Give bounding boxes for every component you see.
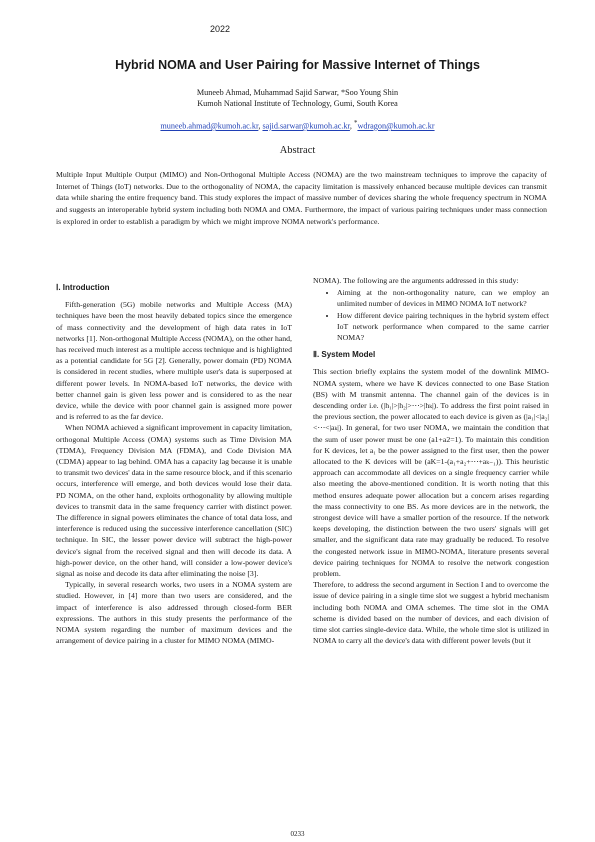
page-number: 0233 bbox=[290, 830, 305, 838]
author-list: Muneeb Ahmad, Muhammad Sajid Sarwar, *Soo Young Shin bbox=[196, 88, 399, 97]
right-column bbox=[313, 275, 549, 647]
email-link-2[interactable]: sajid.sarwar@kumoh.ac.kr bbox=[262, 121, 350, 131]
argument-item-2: • How different device pairing techniques in the hybrid system effect IoT network performance when compared to the same carrier NOMA? bbox=[337, 310, 549, 344]
email-link-1[interactable]: muneeb.ahmad@kumoh.ac.kr bbox=[160, 121, 259, 131]
left-column bbox=[56, 282, 292, 647]
argument-list bbox=[313, 287, 549, 343]
header-year: 2022 bbox=[210, 24, 231, 34]
section-heading-system-model: Ⅱ. System Model bbox=[313, 350, 376, 360]
intro-paragraph-1: Fifth-generation (5G) mobile networks and Multiple Access (MA) techniques have been the most heavily debated topics since the emergence of mass connectivity and the development of high data rates in IoT networks [1]. Non-orthogonal Multiple Access (NOMA), on the other hand, has received much interest as a multiple access technique and is highlighted as a potential candidate for 5G [2]. Generally, power domain (PD) NOMA is considered in recent studies, where multiple user's data is superposed at different power levels. In NOMA-based IoT networks, the device with better channel gain is given less power and is considered to as the near device, while the device with poor channel gain is assigned more power and is referred to as the far device. bbox=[56, 300, 292, 422]
system-paragraph-1: This section briefly explains the system model of the downlink MIMO-NOMA system, where we have K devices connected to one Base Station (BS) with M transmit antenna. The channel gain of the devices is in descending order i.e. (|h₁|>|h₂|>⋯>|hₖ|). To address the first point raised in the previous section, the power allocated to each device is given as (|a₁|<|a₂|<⋯<|aₖ|). In general, for two user NOMA, we maintain the condition that the sum of user power must be one (a1+a2=1). To maintain this condition for K devices, let a₁ be the power assigned to the first user, then the power allocated to the K devices will be (aK=1-(a₁+a₂+⋯+aₖ₋₁)). This heuristic approach can accommodate all devices on a single frequency carrier while also meeting the above-mentioned condition. It is worth noting that this method ensures adequate power allocation but a concern arises regarding the mass connectivity to one BS. As more devices are in the network, the strongest device will have a smaller portion of the resource. If the network keeps developing, the distinction between the two users' signals will get smaller, and the significant data rate may gradually be reduced. To resolve the congested network issue in MIMO-NOMA, literature presents several device pairing techniques for NOMA to resolve the network congestion problem. bbox=[313, 367, 549, 579]
system-paragraph-2: Therefore, to address the second argument in Section I and to overcome the issue of device pairing in a single time slot we suggest a hybrid mechanism including both NOMA and OMA schemes. The time slot in the OMA scheme is divided based on the number of devices, and each division of time slot carries single-device data. While, the whole time slot is utilized in NOMA to carry all the device's data with different power levels (but it bbox=[313, 580, 549, 646]
intro-continuation: NOMA). The following are the arguments addressed in this study: bbox=[313, 276, 519, 285]
email-list: muneeb.ahmad@kumoh.ac.kr, sajid.sarwar@kumoh.ac.kr, *wdragon@kumoh.ac.kr bbox=[160, 120, 435, 131]
affiliation: Kumoh National Institute of Technology, Gumi, South Korea bbox=[197, 99, 398, 108]
abstract-heading: Abstract bbox=[279, 145, 316, 156]
abstract-text: Multiple Input Multiple Output (MIMO) and Non-Orthogonal Multiple Access (NOMA) are the two mainstream techniques to improve the capacity of Internet of Things (IoT) networks. Due to the orthogonality of NOMA, the capacity limitation is massively enhanced because multiple devices can transmit data while sharing the entire frequency band. This study explores the impact of massive number of devices sharing the whole frequency spectrum in NOMA and suggests an interoperable hybrid system including both NOMA and OMA. Furthermore, the impact of various pairing techniques under mass connection is explored in order to establish a paradigm by which we might improve NOMA network's performance. bbox=[56, 170, 547, 226]
argument-item-1: • Aiming at the non-orthogonality nature, can we employ an unlimited number of devices in MIMO NOMA IoT network? bbox=[337, 287, 549, 309]
email-link-3[interactable]: wdragon@kumoh.ac.kr bbox=[357, 121, 435, 131]
intro-paragraph-3: Typically, in several research works, two users in a NOMA system are studied. However, in [4] more than two users are considered, and the impact of interference is also addressed through closed-form BER expressions. The authors in this study presents the performance of the NOMA system regarding the number of maximum devices and the arrangement of device pairing in a cluster for MIMO NOMA (MIMO- bbox=[56, 580, 292, 646]
intro-paragraph-2: When NOMA achieved a significant improvement in capacity limitation, orthogonal Multiple Access (OMA) systems such as Time Division MA (TDMA), Frequency Division MA (FDMA), and Code Division MA (CDMA) appear to lag behind. OMA has a capacity lag because it is unable to transmit two devices' data in the same resource block, and if this scenario occurs, interference will emerge, and both devices would lose their data. PD NOMA, on the other hand, exploits orthogonality by allowing multiple devices to transmit data in the same frequency carrier with distinct power. The difference in signal powers eliminates the chance of total data loss, and interference is reduced using the successive interference cancellation (SIC) technique. In SIC, the lesser power device will subtract the high-power device's signal from the received signal and then will decode its data. A high-power device, on the other hand, will consider a low-power device's signal as noise and decode its data after eliminating the noise [3]. bbox=[56, 423, 292, 579]
paper-title: Hybrid NOMA and User Pairing for Massive Internet of Things bbox=[115, 58, 480, 72]
section-heading-introduction: Ⅰ. Introduction bbox=[56, 283, 110, 292]
